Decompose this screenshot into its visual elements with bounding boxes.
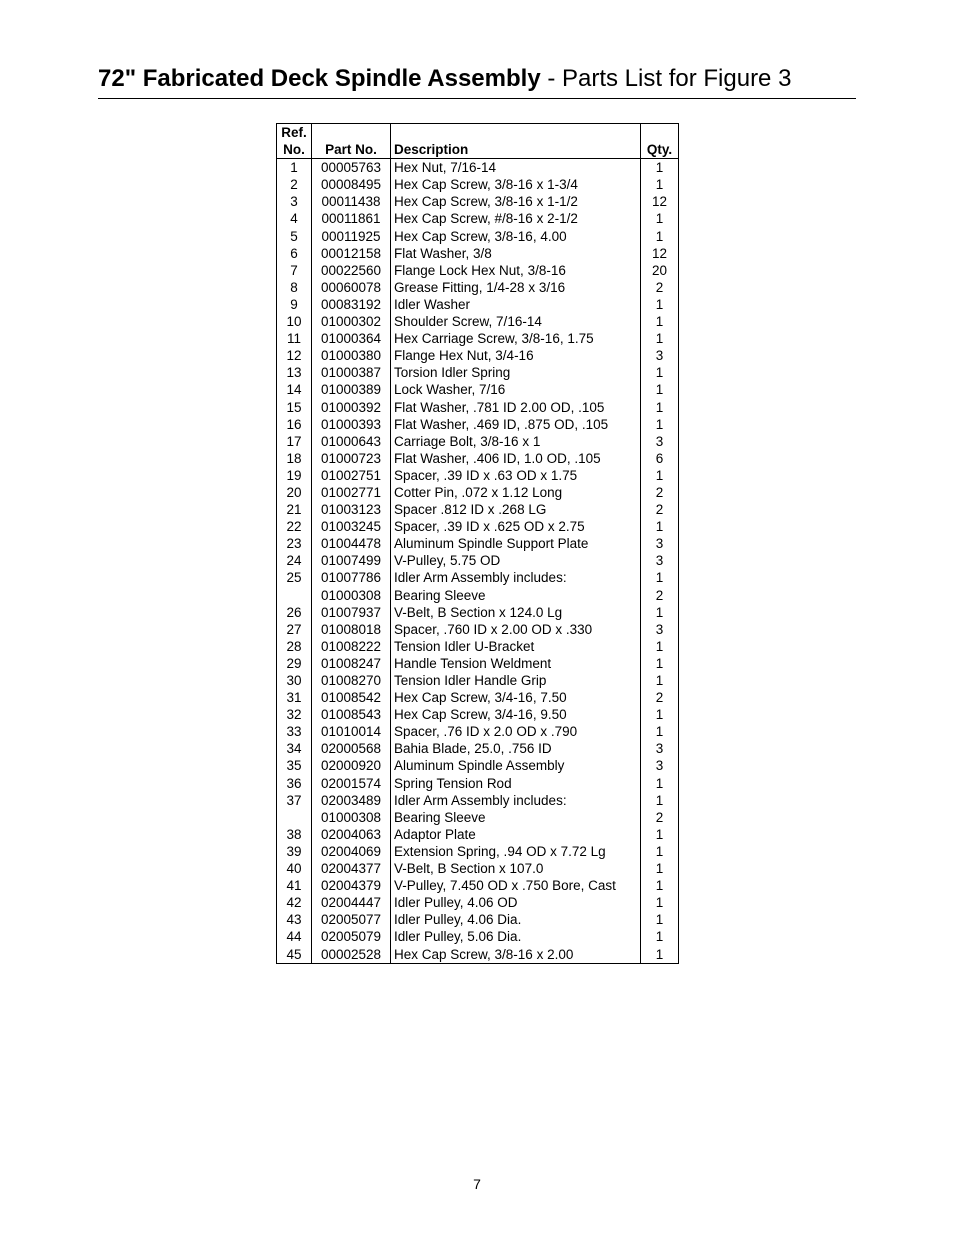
- ref-no-cell: 12: [277, 347, 312, 364]
- part-no-cell: 01000389: [312, 381, 391, 398]
- qty-cell: 1: [655, 399, 664, 415]
- qty-cell: 12: [651, 194, 668, 210]
- header-qty: Qty.: [641, 124, 679, 159]
- qty-cell: 12: [651, 245, 668, 261]
- ref-no-cell: 45: [277, 946, 312, 964]
- ref-no-cell: 20: [277, 484, 312, 501]
- part-no-cell: 01000723: [312, 450, 391, 467]
- ref-no-cell: 42: [277, 894, 312, 911]
- table-row: [277, 501, 679, 518]
- part-no-cell: 02005079: [312, 928, 391, 945]
- qty-cell: 1: [655, 211, 664, 227]
- qty-cell: 3: [655, 536, 664, 552]
- description-cell: V-Pulley, 5.75 OD: [391, 552, 641, 569]
- part-no-cell: 02005077: [312, 911, 391, 928]
- description-cell: Idler Arm Assembly includes:: [391, 792, 641, 809]
- part-no-cell: 01000380: [312, 347, 391, 364]
- description-cell: Flange Hex Nut, 3/4-16: [391, 347, 641, 364]
- description-cell: Handle Tension Weldment: [391, 655, 641, 672]
- qty-cell: 1: [655, 314, 664, 330]
- table-row: [277, 928, 679, 945]
- ref-no-cell: 19: [277, 467, 312, 484]
- qty-cell: 6: [655, 450, 664, 466]
- qty-cell: 3: [655, 348, 664, 364]
- description-cell: Aluminum Spindle Support Plate: [391, 535, 641, 552]
- qty-cell: 1: [655, 775, 664, 791]
- ref-no-cell: 1: [277, 159, 312, 177]
- qty-cell: 1: [655, 382, 664, 398]
- ref-no-cell: 7: [277, 262, 312, 279]
- part-no-cell: 01000387: [312, 364, 391, 381]
- description-cell: Flat Washer, 3/8: [391, 245, 641, 262]
- ref-no-cell: 2: [277, 176, 312, 193]
- part-no-cell: 00011861: [312, 210, 391, 227]
- part-no-cell: 01000393: [312, 416, 391, 433]
- ref-no-cell: 5: [277, 228, 312, 245]
- table-row: [277, 826, 679, 843]
- part-no-cell: 01000302: [312, 313, 391, 330]
- part-no-cell: 01002771: [312, 484, 391, 501]
- table-row: [277, 364, 679, 381]
- header-ref-no: [277, 124, 312, 159]
- ref-no-cell: 35: [277, 757, 312, 774]
- description-cell: Spacer, .76 ID x 2.0 OD x .790: [391, 723, 641, 740]
- description-cell: Hex Nut, 7/16-14: [391, 159, 641, 177]
- table-row: [277, 467, 679, 484]
- part-no-cell: 01007786: [312, 569, 391, 586]
- description-cell: Hex Cap Screw, 3/8-16 x 1-1/2: [391, 193, 641, 210]
- qty-cell: 2: [655, 809, 664, 825]
- table-row: [277, 518, 679, 535]
- part-no-cell: 01003245: [312, 518, 391, 535]
- table-row: [277, 809, 679, 826]
- qty-cell: 3: [655, 433, 664, 449]
- table-row: [277, 843, 679, 860]
- ref-no-cell: 27: [277, 621, 312, 638]
- description-cell: Flat Washer, .781 ID 2.00 OD, .105: [391, 399, 641, 416]
- table-row: [277, 792, 679, 809]
- part-no-cell: 01000643: [312, 433, 391, 450]
- ref-no-cell: 24: [277, 552, 312, 569]
- qty-cell: 1: [655, 570, 664, 586]
- part-no-cell: 01008018: [312, 621, 391, 638]
- part-no-cell: 00002528: [312, 946, 391, 964]
- header-ref-line1: Ref.: [281, 125, 307, 140]
- ref-no-cell: 39: [277, 843, 312, 860]
- part-no-cell: 00011438: [312, 193, 391, 210]
- table-row: [277, 894, 679, 911]
- description-cell: Spring Tension Rod: [391, 775, 641, 792]
- qty-cell: 1: [655, 946, 664, 962]
- ref-no-cell: 3: [277, 193, 312, 210]
- ref-no-cell: [277, 587, 312, 604]
- part-no-cell: 01008542: [312, 689, 391, 706]
- part-no-cell: 00005763: [312, 159, 391, 177]
- description-cell: Hex Cap Screw, 3/4-16, 9.50: [391, 706, 641, 723]
- description-cell: Idler Arm Assembly includes:: [391, 569, 641, 586]
- part-no-cell: 01000308: [312, 587, 391, 604]
- ref-no-cell: 11: [277, 330, 312, 347]
- table-header-row: [277, 124, 679, 159]
- table-row: [277, 245, 679, 262]
- table-row: [277, 757, 679, 774]
- header-part-no: Part No.: [312, 124, 391, 159]
- description-cell: Bahia Blade, 25.0, .756 ID: [391, 740, 641, 757]
- ref-no-cell: 43: [277, 911, 312, 928]
- description-cell: Extension Spring, .94 OD x 7.72 Lg: [391, 843, 641, 860]
- part-no-cell: 02000920: [312, 757, 391, 774]
- table-row: [277, 159, 679, 177]
- ref-no-cell: 34: [277, 740, 312, 757]
- ref-no-cell: 23: [277, 535, 312, 552]
- part-no-cell: 02004447: [312, 894, 391, 911]
- qty-cell: 1: [655, 604, 664, 620]
- table-row: [277, 569, 679, 586]
- description-cell: Torsion Idler Spring: [391, 364, 641, 381]
- part-no-cell: 02004377: [312, 860, 391, 877]
- qty-cell: 1: [655, 416, 664, 432]
- ref-no-cell: 8: [277, 279, 312, 296]
- qty-cell: 1: [655, 707, 664, 723]
- description-cell: Hex Cap Screw, 3/8-16 x 1-3/4: [391, 176, 641, 193]
- table-row: [277, 621, 679, 638]
- page-title-subtitle: - Parts List for Figure 3: [540, 65, 792, 92]
- page-number: 7: [473, 1176, 481, 1192]
- table-row: [277, 347, 679, 364]
- table-row: [277, 279, 679, 296]
- ref-no-cell: 31: [277, 689, 312, 706]
- table-row: [277, 723, 679, 740]
- description-cell: V-Belt, B Section x 107.0: [391, 860, 641, 877]
- qty-cell: 1: [655, 929, 664, 945]
- qty-cell: 20: [651, 262, 668, 278]
- description-cell: Tension Idler U-Bracket: [391, 638, 641, 655]
- description-cell: Adaptor Plate: [391, 826, 641, 843]
- qty-cell: 2: [655, 690, 664, 706]
- description-cell: Spacer, .39 ID x .625 OD x 2.75: [391, 518, 641, 535]
- qty-cell: 1: [655, 673, 664, 688]
- table-row: [277, 176, 679, 193]
- page-title-bold: 72" Fabricated Deck Spindle Assembly: [98, 65, 541, 92]
- header-ref-line2: No.: [283, 142, 305, 158]
- table-row: [277, 604, 679, 621]
- table-row: [277, 911, 679, 928]
- table-row: [277, 672, 679, 689]
- qty-cell: 3: [655, 621, 664, 637]
- part-no-cell: 01007937: [312, 604, 391, 621]
- parts-list-body: [277, 159, 679, 963]
- description-cell: Hex Carriage Screw, 3/8-16, 1.75: [391, 330, 641, 347]
- header-description: Description: [391, 124, 641, 159]
- ref-no-cell: 4: [277, 210, 312, 227]
- ref-no-cell: 32: [277, 706, 312, 723]
- ref-no-cell: 33: [277, 723, 312, 740]
- part-no-cell: 01007499: [312, 552, 391, 569]
- description-cell: Bearing Sleeve: [391, 587, 641, 604]
- ref-no-cell: 10: [277, 313, 312, 330]
- qty-cell: 1: [655, 878, 664, 894]
- table-row: [277, 946, 679, 964]
- ref-no-cell: 21: [277, 501, 312, 518]
- ref-no-cell: 30: [277, 672, 312, 689]
- ref-no-cell: 40: [277, 860, 312, 877]
- qty-cell: 1: [655, 638, 664, 654]
- table-row: [277, 535, 679, 552]
- ref-no-cell: 38: [277, 826, 312, 843]
- part-no-cell: 00060078: [312, 279, 391, 296]
- ref-no-cell: 29: [277, 655, 312, 672]
- ref-no-cell: 37: [277, 792, 312, 809]
- table-row: [277, 638, 679, 655]
- table-row: [277, 655, 679, 672]
- description-cell: Hex Cap Screw, 3/4-16, 7.50: [391, 689, 641, 706]
- table-row: [277, 775, 679, 792]
- ref-no-cell: 6: [277, 245, 312, 262]
- part-no-cell: 01003123: [312, 501, 391, 518]
- part-no-cell: 00083192: [312, 296, 391, 313]
- qty-cell: 1: [655, 519, 664, 535]
- description-cell: Shoulder Screw, 7/16-14: [391, 313, 641, 330]
- qty-cell: 2: [655, 279, 664, 295]
- ref-no-cell: 16: [277, 416, 312, 433]
- ref-no-cell: [277, 809, 312, 826]
- description-cell: Spacer, .760 ID x 2.00 OD x .330: [391, 621, 641, 638]
- ref-no-cell: 9: [277, 296, 312, 313]
- ref-no-cell: 22: [277, 518, 312, 535]
- description-cell: Spacer .812 ID x .268 LG: [391, 501, 641, 518]
- part-no-cell: 02004069: [312, 843, 391, 860]
- description-cell: Carriage Bolt, 3/8-16 x 1: [391, 433, 641, 450]
- table-row: [277, 740, 679, 757]
- part-no-cell: 00022560: [312, 262, 391, 279]
- part-no-cell: 02004379: [312, 877, 391, 894]
- description-cell: Lock Washer, 7/16: [391, 381, 641, 398]
- qty-cell: 3: [655, 758, 664, 774]
- ref-no-cell: 15: [277, 399, 312, 416]
- qty-cell: 1: [655, 228, 664, 244]
- part-no-cell: 01008270: [312, 672, 391, 689]
- page-title: [98, 64, 856, 94]
- description-cell: Spacer, .39 ID x .63 OD x 1.75: [391, 467, 641, 484]
- part-no-cell: 01008222: [312, 638, 391, 655]
- qty-cell: 1: [655, 912, 664, 928]
- part-no-cell: 02000568: [312, 740, 391, 757]
- description-cell: Idler Pulley, 5.06 Dia.: [391, 928, 641, 945]
- description-cell: Hex Cap Screw, 3/8-16 x 2.00: [391, 946, 641, 964]
- description-cell: Hex Cap Screw, #/8-16 x 2-1/2: [391, 210, 641, 227]
- ref-no-cell: 28: [277, 638, 312, 655]
- ref-no-cell: 44: [277, 928, 312, 945]
- qty-cell: 1: [655, 792, 664, 808]
- table-row: [277, 262, 679, 279]
- description-cell: Tension Idler Handle Grip: [391, 672, 641, 689]
- parts-list-table: [276, 123, 679, 964]
- description-cell: Flange Lock Hex Nut, 3/8-16: [391, 262, 641, 279]
- part-no-cell: 01008543: [312, 706, 391, 723]
- ref-no-cell: 18: [277, 450, 312, 467]
- description-cell: V-Pulley, 7.450 OD x .750 Bore, Cast: [391, 877, 641, 894]
- page-header: [98, 64, 856, 99]
- table-row: [277, 193, 679, 210]
- qty-cell: 1: [655, 331, 664, 347]
- description-cell: Cotter Pin, .072 x 1.12 Long: [391, 484, 641, 501]
- table-row: [277, 860, 679, 877]
- ref-no-cell: 26: [277, 604, 312, 621]
- qty-cell: 1: [655, 467, 664, 483]
- qty-cell: 1: [655, 160, 664, 176]
- table-row: [277, 313, 679, 330]
- part-no-cell: 01004478: [312, 535, 391, 552]
- ref-no-cell: 17: [277, 433, 312, 450]
- table-row: [277, 587, 679, 604]
- description-cell: Bearing Sleeve: [391, 809, 641, 826]
- part-no-cell: 00012158: [312, 245, 391, 262]
- description-cell: Flat Washer, .406 ID, 1.0 OD, .105: [391, 450, 641, 467]
- part-no-cell: 00011925: [312, 228, 391, 245]
- ref-no-cell: 25: [277, 569, 312, 586]
- qty-cell: 1: [655, 365, 664, 381]
- qty-cell: 3: [655, 741, 664, 757]
- table-row: [277, 330, 679, 347]
- table-row: [277, 296, 679, 313]
- table-row: [277, 689, 679, 706]
- qty-cell: 2: [655, 502, 664, 518]
- qty-cell: 1: [655, 177, 664, 193]
- table-row: [277, 433, 679, 450]
- description-cell: Flat Washer, .469 ID, .875 OD, .105: [391, 416, 641, 433]
- part-no-cell: 00008495: [312, 176, 391, 193]
- ref-no-cell: 14: [277, 381, 312, 398]
- description-cell: Idler Washer: [391, 296, 641, 313]
- qty-cell: 1: [655, 843, 664, 859]
- qty-cell: 2: [655, 484, 664, 500]
- table-row: [277, 228, 679, 245]
- description-cell: Hex Cap Screw, 3/8-16, 4.00: [391, 228, 641, 245]
- part-no-cell: 01000364: [312, 330, 391, 347]
- ref-no-cell: 36: [277, 775, 312, 792]
- part-no-cell: 01002751: [312, 467, 391, 484]
- qty-cell: 1: [655, 895, 664, 911]
- ref-no-cell: 13: [277, 364, 312, 381]
- table-row: [277, 877, 679, 894]
- table-row: [277, 706, 679, 723]
- description-cell: Idler Pulley, 4.06 Dia.: [391, 911, 641, 928]
- part-no-cell: 02001574: [312, 775, 391, 792]
- qty-cell: 1: [655, 655, 664, 671]
- table-row: [277, 484, 679, 501]
- table-row: [277, 416, 679, 433]
- qty-cell: 2: [655, 587, 664, 603]
- part-no-cell: 01008247: [312, 655, 391, 672]
- qty-cell: 1: [655, 724, 664, 740]
- qty-cell: 1: [655, 826, 664, 842]
- qty-cell: 1: [655, 296, 664, 312]
- description-cell: Idler Pulley, 4.06 OD: [391, 894, 641, 911]
- part-no-cell: 01010014: [312, 723, 391, 740]
- description-cell: V-Belt, B Section x 124.0 Lg: [391, 604, 641, 621]
- part-no-cell: 02004063: [312, 826, 391, 843]
- description-cell: Grease Fitting, 1/4-28 x 3/16: [391, 279, 641, 296]
- table-row: [277, 399, 679, 416]
- table-row: [277, 552, 679, 569]
- qty-cell: 3: [655, 553, 664, 569]
- table-row: [277, 210, 679, 227]
- part-no-cell: 01000308: [312, 809, 391, 826]
- ref-no-cell: 41: [277, 877, 312, 894]
- table-row: [277, 381, 679, 398]
- part-no-cell: 02003489: [312, 792, 391, 809]
- table-row: [277, 450, 679, 467]
- description-cell: Aluminum Spindle Assembly: [391, 757, 641, 774]
- qty-cell: 1: [655, 861, 664, 877]
- part-no-cell: 01000392: [312, 399, 391, 416]
